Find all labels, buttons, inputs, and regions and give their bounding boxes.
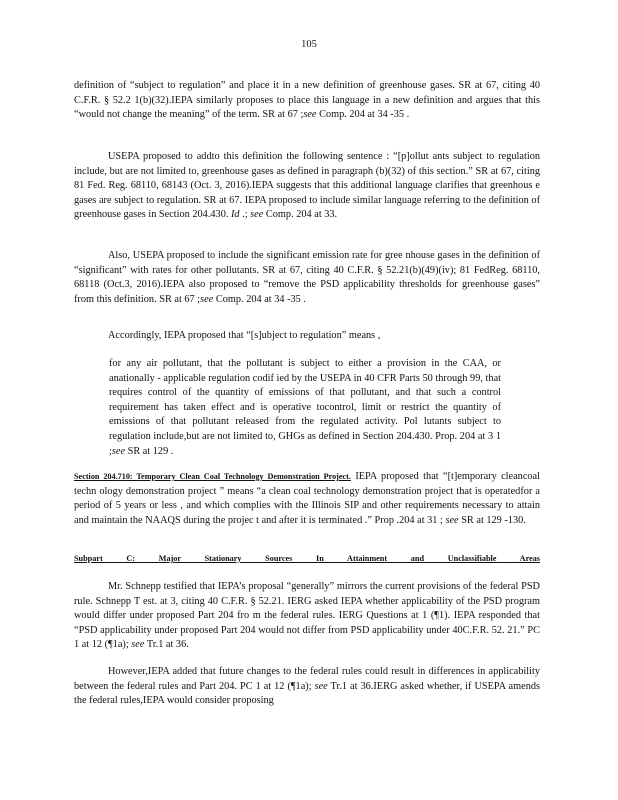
subpart-heading: Subpart C: Major Stationary Sources In Attainment and Unclassifiable Areas <box>74 554 540 563</box>
paragraph-6: Mr. Schnepp testified that IEPA’s proposal “generally” mirrors the current provisions of the federal PSD rule. Schnepp T est. at 3, citing 40 C.F.R. § 52.21. IERG asked IEPA whether applicability of the PSD program would differ under proposed Part 204 fro m the federal rules. IERG Questions at 1 (¶1). IEPA responded that “PSD applicability under proposed Part 204 would not differ from PSD applicability under 40C.F.R. 52. 21.” PC 1 at 12 (¶1a); see Tr.1 at 36. <box>74 581 540 651</box>
section-heading: Section 204.710: Temporary Clean Coal Technology Demonstration Project. <box>74 472 351 481</box>
paragraph-3: Also, USEPA proposed to include the significant emission rate for gree nhouse gases in the definition of “significant” with rates for other pollutants. SR at 67, citing 40 C.F.R. § 52.21(b)(49)(iv); 81 FedReg. 68110, 68118 (Oct.3, 2016).IEPA also proposed to “remove the PSD applicability thresholds for greenhouse gases” from this definition. SR at 67 ;see Comp. 204 at 34 -35 . <box>74 250 540 305</box>
paragraph-4: Accordingly, IEPA proposed that “[s]ubject to regulation” means , <box>108 330 381 341</box>
block-quote: for any air pollutant, that the pollutant is subject to either a provision in the CAA, or anationally - applicable regulation codif ied by the USEPA in 40 CFR Parts 50 through 99, that requires control of the quantity of emissions of that pollutant, and that such a control requirement has taken effect and is operative tocontrol, limit or restrict the quantity of emissions of that pollutant released from the regulated activity. Pol lutants subject to regulation include,but are not limited to, GHGs as defined in Section 204.430. Prop. 204 at 3 1 ;see SR at 129 . <box>109 358 501 457</box>
subpart-heading-line <box>74 552 540 567</box>
page-number: 105 <box>301 39 317 50</box>
paragraph-7: However,IEPA added that future changes to the federal rules could result in differences in applicability between the federal rules and Part 204. PC 1 at 12 (¶1a); see Tr.1 at 36.IERG asked whether, if USEPA amends the federal rules,IEPA would consider proposing <box>74 666 541 707</box>
paragraph-1: definition of “subject to regulation” and place it in a new definition of greenhouse gases. SR at 67, citing 40 C.F.R. § 52.2 1(b)(32).IEPA similarly proposes to place this language in a new definition and argues that this “would not change the meaning” of the term. SR at 67 ;see Comp. 204 at 34 -35 . <box>74 80 540 121</box>
paragraph-2: USEPA proposed to addto this definition the following sentence : “[p]ollut ants subject to regulation include, but are not limited to, greenhouse gases as defined in paragraph (b)(32) of this section.” SR at 67, citing 81 Fed. Reg. 68110, 68143 (Oct. 3, 2016).IEPA suggests that this additional language clarifies that greenhous e gases are subject to regulation. SR at 67. IEPA proposed to include similar language referring to the definition of greenhouse gases in Section 204.430. Id .; see Comp. 204 at 33. <box>74 151 540 221</box>
paragraph-5: Section 204.710: Temporary Clean Coal Technology Demonstration Project. IEPA proposed that “[t]emporary cleancoal techn ology demonstration project ” means “a clean coal technology demonstration project that is operatedfor a period of 5 years or less , and which complies with the Illinois SIP and other requirements necessary to attain and maintain the NAAQS during the projec t and after it is terminated .” Prop .204 at 31 ; see SR at 129 -130. <box>74 471 540 526</box>
